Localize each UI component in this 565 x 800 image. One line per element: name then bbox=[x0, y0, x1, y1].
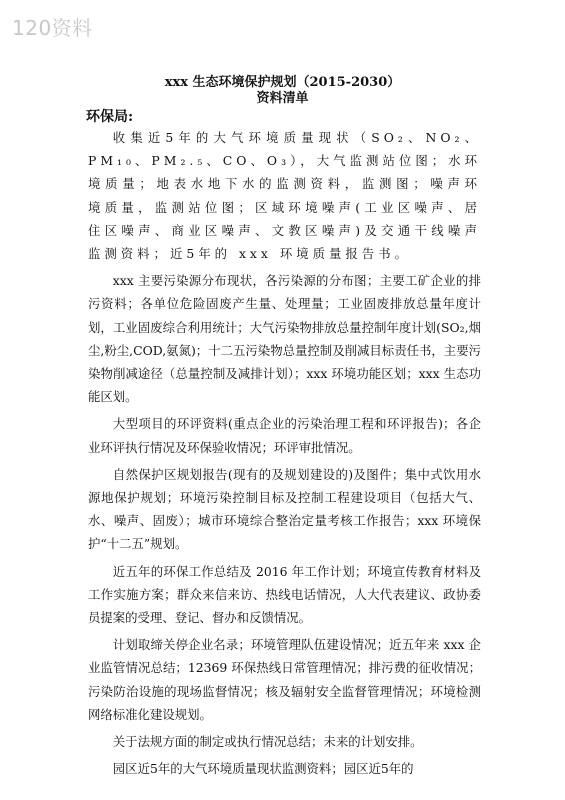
section-heading: 环保局: bbox=[86, 109, 134, 125]
paragraph-regulations: 关于法规方面的制定或执行情况总结；未来的计划安排。 bbox=[112, 734, 423, 750]
document-body bbox=[88, 126, 481, 784]
paragraph-eia-materials: 大型项目的环评资料(重点企业的污染治理工程和环评报告)；各企业环评执行情况及环保验收情况；环评审批情况。 bbox=[88, 416, 481, 455]
paragraph-nature-reserve-planning: 自然保护区规划报告(现有的及规划建设的)及图件；集中式饮用水源地保护规划；环境污染控制目标及控制工程建设项目（包括大气、水、噪声、固废）；城市环境综合整治定量考核工作报告；xxx 环境保护“十二五”规划。 bbox=[88, 466, 481, 552]
document-subtitle: 资料清单 bbox=[256, 91, 309, 106]
document-title: xxx 生态环境保护规划（2015-2030） bbox=[164, 75, 401, 90]
paragraph-work-summary: 近五年的环保工作总结及 2016 年工作计划；环境宣传教育材料及工作实施方案；群众来信来访、热线电话情况，人大代表建议、政协委员提案的受理、登记、督办和反馈情况。 bbox=[88, 563, 481, 626]
paragraph-park-monitoring: 园区近5年的大气环境质量现状监测资料；园区近5年的 bbox=[112, 761, 414, 777]
paragraph-enterprise-supervision: 计划取缔关停企业名录；环境管理队伍建设情况；近五年来 xxx 企业监管情况总结；12369 环保热线日常管理情况；排污费的征收情况；污染防治设施的现场监督情况；核及辐射安全监督管理情况；环境检测网络标准化建设规划。 bbox=[88, 637, 481, 722]
watermark-logo: 120资料 bbox=[12, 16, 93, 40]
paragraph-pollution-sources: xxx 主要污染源分布现状，各污染源的分布图；主要工矿企业的排污资料；各单位危险固废产生量、处理量；工业固废排放总量年度计划，工业固废综合利用统计；大气污染物排放总量控制年度计划(SO₂,烟尘,粉尘,COD,氨氮)；十二五污染物总量控制及削减目标责任书，主要污染物削减途径（总量控制及减排计划）；xxx 环境功能区划；xxx 生态功能区划。 bbox=[88, 273, 481, 405]
paragraph-air-water-noise-monitoring: 收集近5年的大气环境质量现状（SO₂、NO₂、PM₁₀、PM₂.₅、CO、O₃），大气监测站位图；水环境质量；地表水地下水的监测资料，监测图；噪声环境质量，监测站位图；区域环境噪声(工业区噪声、居住区噪声、商业区噪声、文教区噪声)及交通干线噪声监测资料；近5年的 xxx 环境质量报告书。 bbox=[88, 130, 481, 262]
